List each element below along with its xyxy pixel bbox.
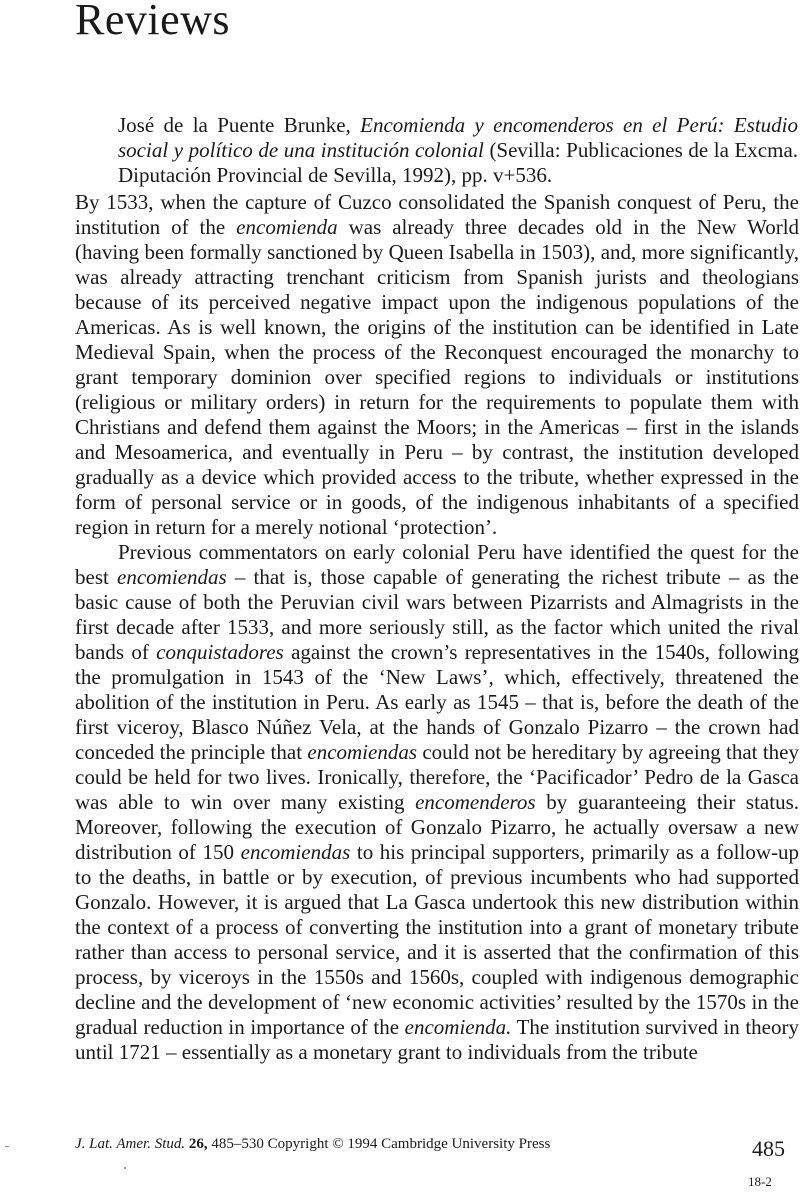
text-run: by guaranteeing their status. Moreover, following the execution of Gonzalo Pizarro, he actually oversaw a new distribution of 150 — [75, 790, 799, 864]
italic-term: encomiendas — [240, 840, 351, 864]
citation-publication: (Sevilla: Publicaciones de la Excma. Diputación Provincial de Sevilla, 1992), pp. v+536. — [118, 138, 799, 187]
italic-term: encomiendas — [117, 565, 227, 589]
journal-name: J. Lat. Amer. Stud. — [75, 1136, 186, 1152]
journal-volume: 26, — [188, 1136, 208, 1152]
citation-author: José de la Puente Brunke, — [118, 113, 351, 137]
text-run: By 1533, when the capture of Cuzco consolidated the Spanish conquest of Peru, the institution of the — [75, 190, 799, 239]
text-run: was already three decades old in the New World (having been formally sanctioned by Queen Isabella in 1503), and, more significantly, was already attracting trenchant criticism from Spanish jurists and theologians because of its perceived negative impact upon the indigenous populations of the Americas. As is well known, the origins of the institution can be identified in Late Medieval Spain, when the process of the Reconquest encouraged the monarchy to grant temporary dominion over specified regions to individuals or institutions (religious or military orders) in return for the requirements to populate them with Christians and defend them against the Moors; in the Americas – first in the islands and Mesoamerica, and eventually in Peru – by contrast, the institution developed gradually as a device which provided access to the tribute, whether expressed in the form of personal service or in goods, of the indigenous inhabitants of a specified region in return for a merely notional ‘protection’. — [75, 215, 800, 539]
text-run: – that is, those capable of generating the richest tribute – as the basic cause of both the Peruvian civil wars between Pizarrists and Almagrists in the first decade after 1533, and more seriously still, as the factor which united the rival bands of — [75, 565, 799, 664]
italic-term: encomiendas — [307, 740, 418, 764]
section-title: Reviews — [75, 0, 231, 44]
review-body — [75, 190, 799, 1065]
printer-signature: 18-2 — [748, 1174, 772, 1189]
journal-footer — [75, 1136, 550, 1153]
margin-mark — [5, 1146, 9, 1147]
italic-term: encomienda — [236, 215, 338, 239]
citation-title: Encomienda y encomenderos en el Perú: Estudio social y político de una institución colonial — [118, 113, 799, 162]
text-run: could not be hereditary by agreeing that they could be held for two lives. Ironically, therefore, the ‘Pacificador’ Pedro de la Gasca was able to win over many existing — [75, 740, 799, 814]
print-speck — [124, 1167, 126, 1169]
paragraph-2 — [75, 540, 799, 1065]
text-run: against the crown’s representatives in the 1540s, following the promulgation in 1543 of the ‘New Laws’, which, effectively, threatened the abolition of the institution in Peru. As early as 1545 – that is, before the death of the first viceroy, Blasco Núñez Vela, at the hands of Gonzalo Pizarro – the crown had conceded the principle that — [75, 640, 800, 764]
italic-term: conquistadores — [156, 640, 284, 664]
page-number: 485 — [752, 1136, 785, 1161]
page-range-copyright: 485–530 Copyright © 1994 Cambridge University Press — [211, 1136, 551, 1152]
text-run: Previous commentators on early colonial Peru have identified the quest for the best — [75, 540, 799, 589]
text-run: The institution survived in theory until 1721 – essentially as a monetary grant to individuals from the tribute — [75, 1015, 799, 1064]
italic-term: encomienda. — [404, 1015, 512, 1039]
italic-term: encomenderos — [415, 790, 536, 814]
review-citation — [118, 113, 798, 188]
text-run: to his principal supporters, primarily as a follow-up to the deaths, in battle or by execution, of previous incumbents who had supported Gonzalo. However, it is argued that La Gasca undertook this new distribution within the context of a process of converting the institution into a grant of monetary tribute rather than access to personal service, and it is asserted that the confirmation of this process, by viceroys in the 1550s and 1560s, coupled with indigenous demographic decline and the development of ‘new economic activities’ resulted by the 1570s in the gradual reduction in importance of the — [75, 840, 800, 1039]
paragraph-1 — [75, 190, 799, 540]
